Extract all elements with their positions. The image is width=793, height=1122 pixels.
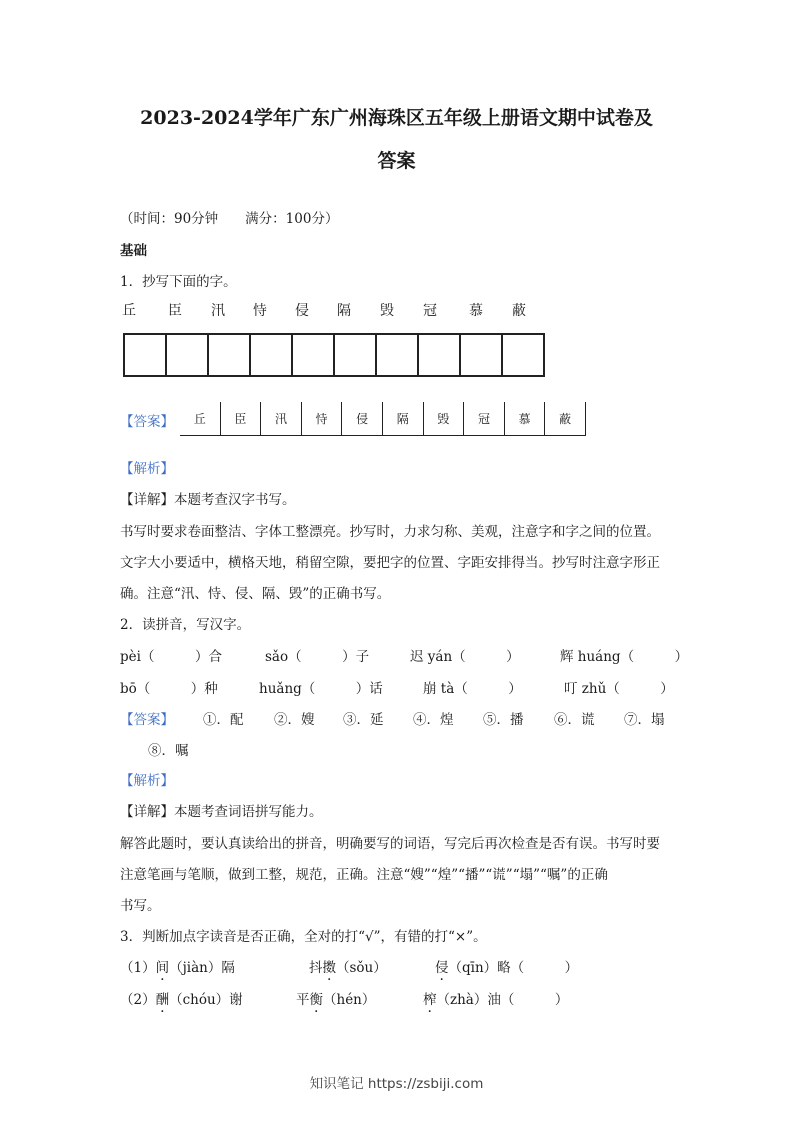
dotted-char: 擞	[322, 960, 336, 976]
detail-heading: 【详解】本题考查词语拼写能力。	[120, 804, 323, 820]
copy-char: 汛	[211, 303, 225, 319]
answer-item: ⑧．嘱	[148, 743, 189, 759]
copy-char: 隔	[337, 303, 351, 319]
answer-char: 臣	[221, 402, 262, 435]
item-number: （2）	[120, 992, 156, 1008]
answer-char: 蔽	[545, 402, 586, 435]
answer-grid	[180, 402, 586, 436]
explanation-line: 解答此题时，要认真读给出的拼音，明确要写的词语，写完后再次检查是否有误。书写时要	[120, 836, 660, 852]
answer-label: 【答案】	[120, 414, 174, 430]
answer-item: ①．配	[203, 712, 244, 728]
answer-char: 侵	[342, 402, 383, 435]
explanation-line: 注意笔画与笔顺，做到工整，规范，正确。注意“嫂”“煌”“播”“谎”“塌”“嘱”的正确	[120, 867, 608, 883]
plain-char: 抖	[309, 960, 323, 976]
page-title: 2023-2024学年广东广州海珠区五年级上册语文期中试卷及	[140, 107, 653, 129]
dotted-char: 榨	[423, 992, 437, 1008]
dotted-char: 酬	[155, 992, 170, 1008]
explanation-line: 文字大小要适中，横格天地，稍留空隙，要把字的位置、字距安排得当。抄写时注意字形正	[120, 555, 660, 571]
pinyin-text: （sǒu）	[336, 960, 387, 976]
analysis-label: 【解析】	[120, 773, 174, 789]
explanation-line: 书写。	[120, 898, 161, 914]
answer-item: ④．煌	[413, 712, 454, 728]
pinyin-item: 叮 zhǔ（ ）	[564, 681, 674, 697]
answer-char: 汛	[261, 402, 302, 435]
analysis-label: 【解析】	[120, 461, 174, 477]
grid-cell[interactable]	[503, 333, 545, 377]
pinyin-text: （hén）	[323, 992, 376, 1008]
grid-cell[interactable]	[419, 333, 461, 377]
answer-char: 毁	[424, 402, 465, 435]
grid-cell[interactable]	[335, 333, 377, 377]
pinyin-item: 崩 tà（ ）	[423, 681, 522, 697]
writing-grid	[123, 333, 545, 377]
question-1-stem: 1．抄写下面的字。	[120, 274, 237, 290]
item-number: （1）	[120, 960, 156, 976]
judge-row-1	[120, 956, 235, 976]
pinyin-item: sǎo（ ）子	[265, 649, 370, 665]
explanation-line: 书写时要求卷面整洁、字体工整漂亮。抄写时，力求匀称、美观，注意字和字之间的位置。	[120, 524, 660, 540]
answer-char: 恃	[302, 402, 343, 435]
plain-char: 平	[296, 992, 310, 1008]
pinyin-item: huǎng（ ）话	[259, 681, 383, 697]
answer-item: ③．延	[343, 712, 384, 728]
copy-char: 毁	[380, 303, 394, 319]
copy-char: 慕	[469, 303, 483, 319]
answer-item: ⑤．播	[483, 712, 524, 728]
exam-info: （时间：90分钟 满分：100分）	[120, 211, 339, 227]
pinyin-item: bō（ ）种	[120, 681, 218, 697]
copy-char: 臣	[168, 303, 182, 319]
question-2-stem: 2．读拼音，写汉字。	[120, 617, 251, 633]
answer-item: ⑥．谎	[554, 712, 595, 728]
answer-label: 【答案】	[120, 712, 174, 728]
grid-cell[interactable]	[461, 333, 503, 377]
judge-row-1-b	[309, 956, 387, 976]
answer-char: 慕	[505, 402, 546, 435]
footer-watermark: 知识笔记 https://zsbiji.com	[309, 1076, 484, 1092]
pinyin-item: pèi（ ）合	[120, 649, 222, 665]
pinyin-text: （chóu）谢	[169, 992, 243, 1008]
answer-char: 隔	[383, 402, 424, 435]
grid-cell[interactable]	[167, 333, 209, 377]
pinyin-text: （qīn）略（ ）	[448, 960, 579, 976]
judge-row-1-c	[435, 956, 578, 976]
explanation-line: 确。注意“汛、恃、侵、隔、毁”的正确书写。	[120, 586, 391, 602]
answer-item: ⑦．塌	[624, 712, 665, 728]
page-title-line2: 答案	[377, 150, 416, 172]
answer-char: 丘	[180, 402, 221, 435]
copy-char: 恃	[253, 303, 267, 319]
question-3-stem: 3．判断加点字读音是否正确，全对的打“√”，有错的打“×”。	[120, 929, 487, 945]
dotted-char: 间	[155, 960, 170, 976]
grid-cell[interactable]	[293, 333, 335, 377]
pinyin-item: 辉 huáng（ ）	[560, 649, 689, 665]
judge-row-2-c	[423, 988, 568, 1008]
grid-cell[interactable]	[251, 333, 293, 377]
grid-cell[interactable]	[125, 333, 167, 377]
section-heading: 基础	[120, 243, 147, 259]
copy-char: 冠	[423, 303, 437, 319]
detail-heading: 【详解】本题考查汉字书写。	[120, 492, 296, 508]
copy-char: 侵	[295, 303, 309, 319]
dotted-char: 侵	[435, 960, 449, 976]
pinyin-text: （zhà）油（ ）	[436, 992, 569, 1008]
grid-cell[interactable]	[377, 333, 419, 377]
dotted-char: 衡	[309, 992, 323, 1008]
answer-char: 冠	[464, 402, 505, 435]
answer-item: ②．嫂	[274, 712, 315, 728]
pinyin-text: （jiàn）隔	[169, 960, 235, 976]
copy-char: 丘	[122, 303, 136, 319]
copy-char: 蔽	[512, 303, 526, 319]
grid-cell[interactable]	[209, 333, 251, 377]
judge-row-2-b	[296, 988, 375, 1008]
judge-row-2	[120, 988, 243, 1008]
pinyin-item: 迟 yán（ ）	[410, 649, 520, 665]
